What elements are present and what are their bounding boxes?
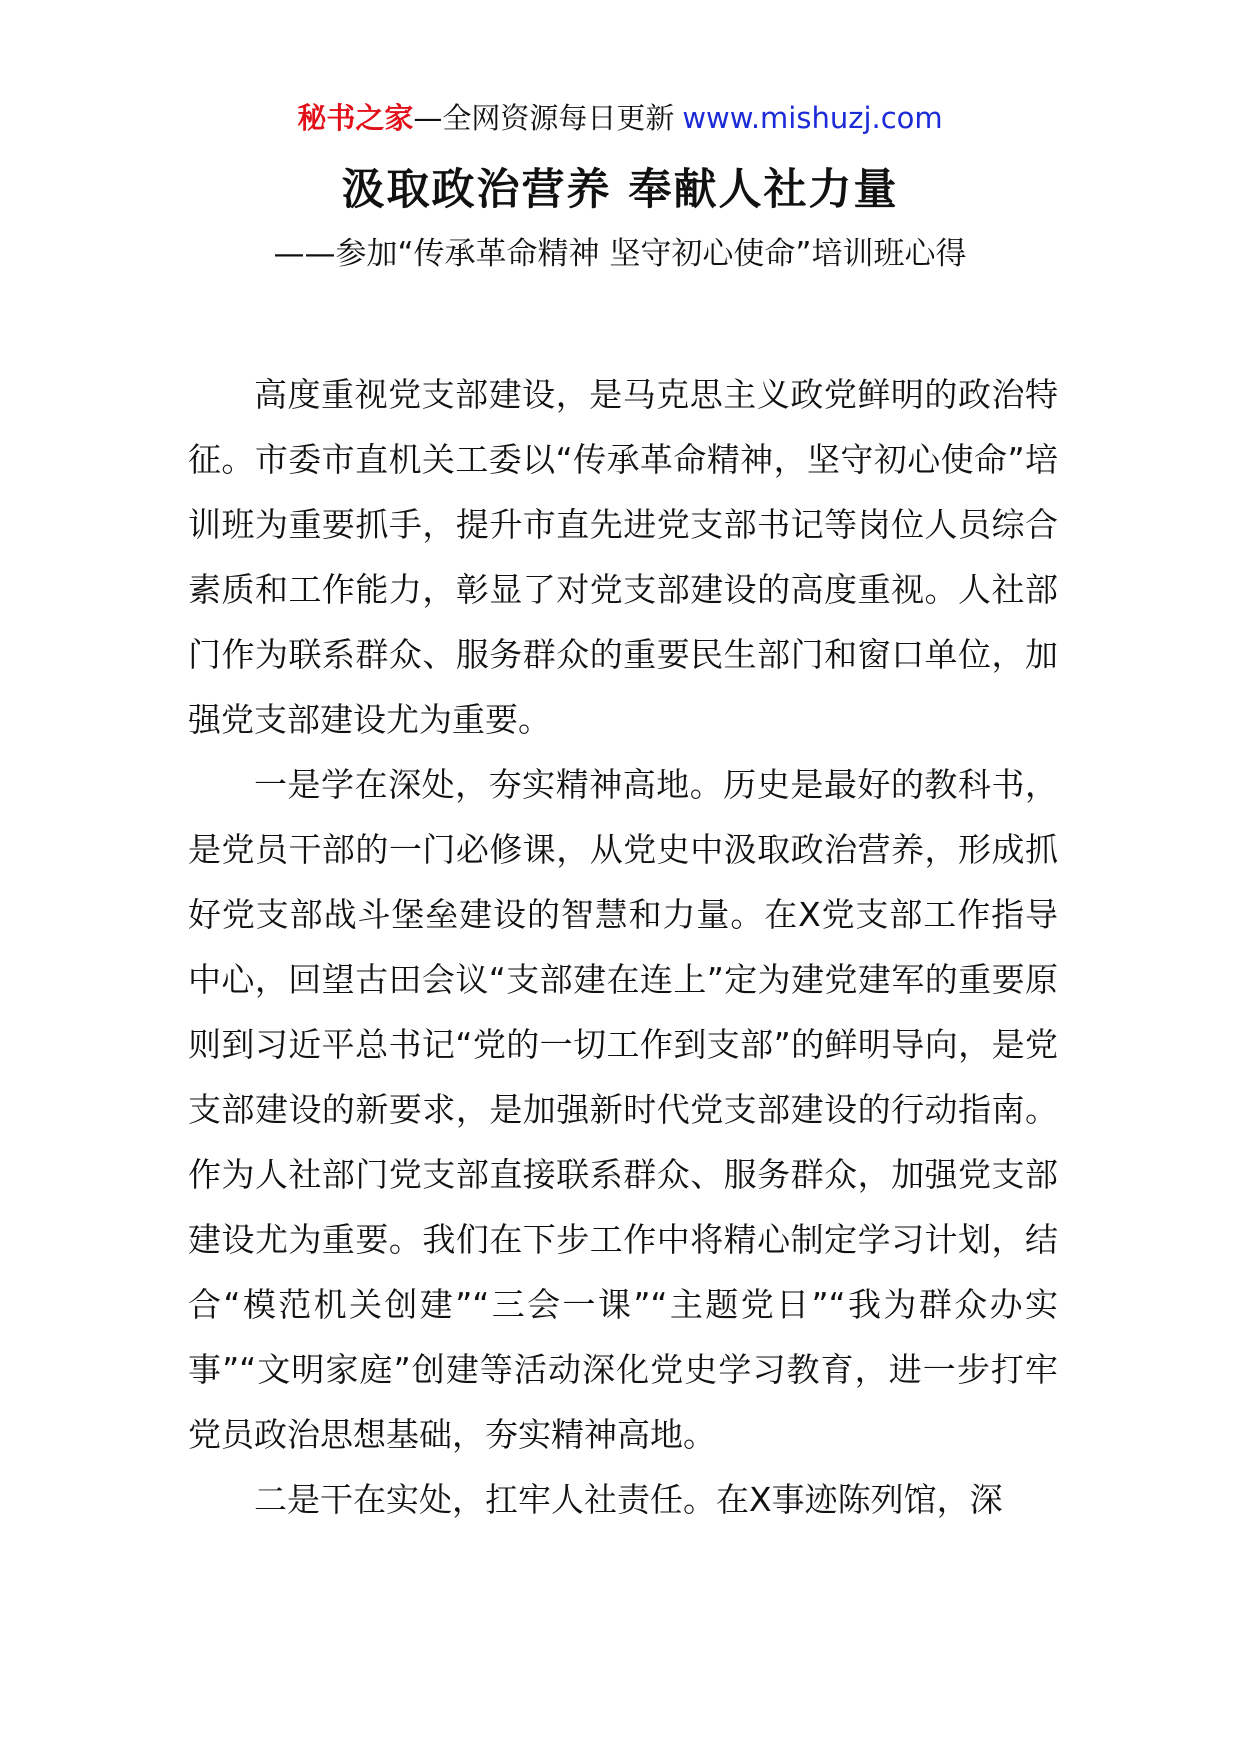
- document-body: [188, 362, 1058, 1532]
- header-tagline: —全网资源每日更新: [413, 101, 675, 135]
- site-url-link[interactable]: www.mishuzj.com: [682, 101, 943, 135]
- document-title: 汲取政治营养 奉献人社力量: [341, 165, 899, 215]
- document-subtitle: ——参加“传承革命精神 坚守初心使命”培训班心得: [273, 236, 967, 272]
- paragraph-point-two: 二是干在实处，扛牢人社责任。在X事迹陈列馆，深: [254, 1480, 1003, 1519]
- site-header: [0, 98, 1240, 138]
- paragraph-intro: 高度重视党支部建设，是马克思主义政党鲜明的政治特征。市委市直机关工委以“传承革命精神，坚守初心使命”培训班为重要抓手，提升市直先进党支部书记等岗位人员综合素质和工作能力，彰显了对党支部建设的高度重视。人社部门作为联系群众、服务群众的重要民生部门和窗口单位，加强党支部建设尤为重要。: [188, 375, 1058, 739]
- brand-name: 秘书之家: [297, 101, 414, 135]
- paragraph-point-one: 一是学在深处，夯实精神高地。历史是最好的教科书，是党员干部的一门必修课，从党史中汲取政治营养，形成抓好党支部战斗堡垒建设的智慧和力量。在X党支部工作指导中心，回望古田会议“支部建在连上”定为建党建军的重要原则到习近平总书记“党的一切工作到支部”的鲜明导向，是党支部建设的新要求，是加强新时代党支部建设的行动指南。作为人社部门党支部直接联系群众、服务群众，加强党支部建设尤为重要。我们在下步工作中将精心制定学习计划，结合“模范机关创建”“三会一课”“主题党日”“我为群众办实事”“文明家庭”创建等活动深化党史学习教育，进一步打牢党员政治思想基础，夯实精神高地。: [188, 765, 1058, 1454]
